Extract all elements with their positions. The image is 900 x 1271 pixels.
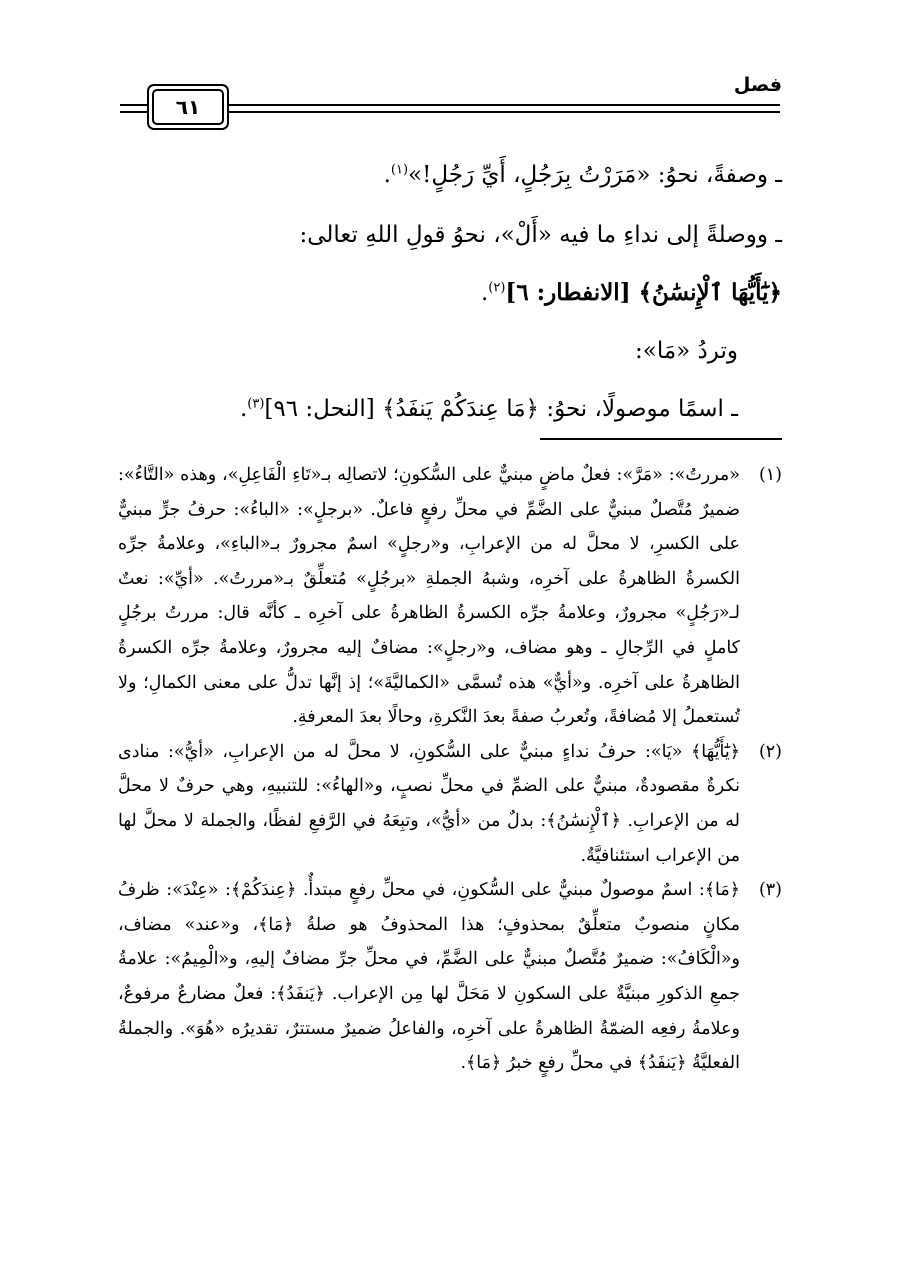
main-line	[118, 264, 782, 322]
footnote-number: (١)	[758, 465, 782, 485]
line-end: .	[480, 280, 489, 306]
main-line	[118, 380, 782, 438]
main-line	[118, 322, 782, 380]
main-line	[118, 146, 782, 204]
main-text	[118, 146, 782, 438]
footnote-ref[interactable]: (٢)	[488, 280, 506, 296]
footnote-text: ﴿يَٰٓأَيُّهَا﴾ «يَا»: حرفُ نداءٍ مبنيٌّ على السُّكونِ، لا محلَّ له من الإعرابِ، «أيُّ»: منادى نكرةٌ مقصودةٌ، مبنيٌّ على الضمِّ في محلِّ نصبٍ، و«الهاءُ»: للتنبيهِ، وهي حرفٌ لا محلَّ له من الإعرابِ. ﴿ٱلْإِنسَٰنُ﴾: بدلٌ من «أيُّ»، وتبِعَهُ في الرَّفعِ لفظًا، والجملة لا محلَّ لها من الإعراب استئنافيَّةٌ.	[118, 741, 740, 866]
footnote-separator	[540, 438, 782, 440]
line-end: .	[239, 396, 248, 422]
footnote	[118, 458, 782, 735]
section-title: فصل	[733, 74, 782, 96]
footnote-text: ﴿مَا﴾: اسمٌ موصولٌ مبنيٌّ على السُّكونِ، في محلِّ رفعٍ مبتدأٌ. ﴿عِندَكُمْ﴾: «عِنْدَ»: ظرفُ مكانٍ منصوبٌ متعلِّقٌ بمحذوفٍ؛ هذا المحذوفُ هو صلةُ ﴿مَا﴾، و«عند» مضاف، و«الْكَافُ»: ضميرٌ مُتَّصلٌ مبنيٌّ على الضَّمِّ، في محلِّ جرِّ مضافٌ إليهِ، و«الْمِيمُ»: علامةُ جمعِ الذكورِ مبنيَّةٌ على السكونِ لا مَحَلَّ لها مِن الإعراب. ﴿يَنفَدُ﴾: فعلٌ مضارعٌ مرفوعٌ، وعلامةُ رفعِه الضمّةُ الظاهرةُ على آخرِه، والفاعلُ ضميرٌ مستترٌ، تقديرُه «هُوَ». والجملةُ الفعليَّةُ ﴿يَنفَدُ﴾ في محلِّ رفعٍ خبرُ ﴿مَا﴾.	[118, 880, 740, 1074]
line-text: ـ ووصلةً إلى نداءِ ما فيه «أَلْ»، نحوُ قولِ اللهِ تعالى:	[299, 222, 782, 248]
footnote	[118, 873, 782, 1081]
footnote-text: «مررتُ»: «مَرَّ»: فعلٌ ماضٍ مبنيٌّ على السُّكونِ؛ لاتصالِه بـ«تَاءِ الْفَاعِلِ»، وهذه «التَّاءُ»: ضميرٌ مُتَّصلٌ مبنيٌّ على الضَّمِّ في محلِّ رفعٍ فاعلٌ. «برجلٍ»: «الباءُ»: حرفُ جرٍّ مبنيٌّ على الكسرِ، لا محلَّ له من الإعرابِ، و«رجلٍ» اسمٌ مجرورٌ بـ«الباءِ»، وعلامةُ جرِّه الكسرةُ الظاهرةُ على آخرِه، وشبهُ الجملةِ «برجُلٍ» مُتعلِّقٌ بـ«مررتُ». «أيِّ»: نعتٌ لـ«رَجُلٍ» مجرورٌ، وعلامةُ جرِّه الكسرةُ الظاهرةُ على آخرِه ـ كأنَّه قال: مررتُ برجُلٍ كاملٍ في الرِّجالِ ـ وهو مضاف، و«رجلٍ»: مضافٌ إليه مجرورٌ، وعلامةُ جرِّه الكسرةُ الظاهرةُ على آخرِه. و«أيٌّ» هذه تُسمَّى «الكماليَّةَ»؛ إذ إنَّها تدلُّ على معنى الكمالِ؛ ولا تُستعملُ إلا مُضافةً، وتُعربُ صفةً بعدَ النَّكرةِ، وحالًا بعدَ المعرفةِ.	[118, 465, 740, 728]
page-number: ٦١	[152, 89, 224, 125]
line-end: .	[383, 162, 391, 188]
footnotes	[118, 458, 782, 1081]
footnote-number: (٣)	[758, 880, 782, 901]
footnote-number: (٢)	[758, 741, 782, 762]
line-text: ـ وصفةً، نحوُ: «مَرَرْتُ بِرَجُلٍ، أَيِّ رَجُلٍ!»	[408, 162, 782, 188]
line-text: ـ اسمًا موصولًا، نحوُ: ﴿مَا عِندَكُمْ يَنفَدُ﴾ [النحل: ٩٦]	[264, 396, 738, 422]
quran-verse: ﴿يَٰٓأَيُّهَا ٱلْإِنسَٰنُ﴾ [الانفطار: ٦]	[505, 279, 782, 306]
footnote-ref[interactable]: (٣)	[247, 396, 265, 412]
main-line	[118, 206, 782, 264]
footnote	[118, 735, 782, 873]
footnote-ref[interactable]: (١)	[390, 162, 409, 178]
page-number-frame	[147, 84, 229, 130]
line-text: وتردُ «مَا»:	[635, 338, 738, 364]
